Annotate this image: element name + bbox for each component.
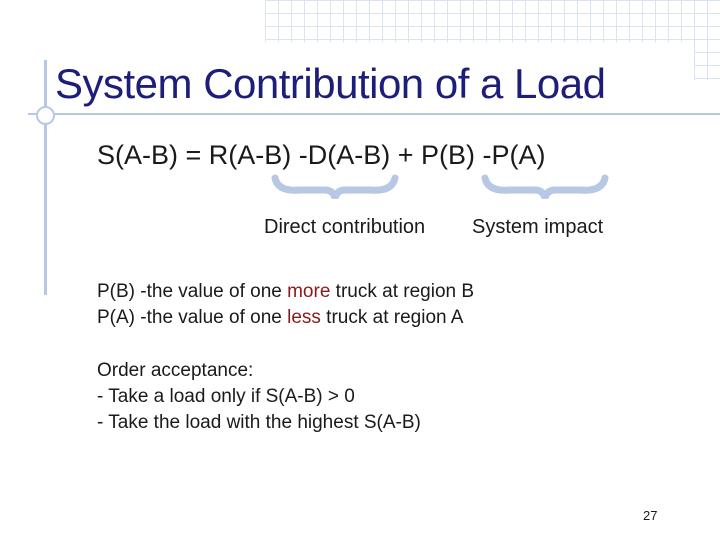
- definition-suffix: truck at region A: [320, 307, 464, 328]
- header-grid-decoration: [265, 0, 720, 42]
- equation: S(A-B) = R(A-B) -D(A-B) + P(B) -P(A): [97, 140, 546, 170]
- definition-emphasis: less: [287, 307, 321, 328]
- order-rule-item: - Take the load with the highest S(A-B): [97, 412, 421, 433]
- brace-label-direct-contribution: Direct contribution: [264, 216, 426, 238]
- definition-emphasis: more: [287, 281, 331, 302]
- brace-label-system-impact: System impact: [472, 216, 604, 238]
- definition-suffix: truck at region B: [330, 281, 475, 302]
- definition-line-pa: [97, 305, 463, 331]
- order-rule-item: - Take a load only if S(A-B) > 0: [97, 386, 355, 407]
- page-number: 27: [643, 508, 658, 523]
- brace-direct-contribution: [270, 170, 400, 202]
- definition-prefix: P(A) -the value of one: [97, 307, 288, 328]
- definition-line-pb: [97, 279, 474, 305]
- title-underline-rule: [28, 113, 720, 115]
- brace-system-impact: [480, 170, 610, 202]
- order-acceptance-heading: Order acceptance:: [97, 360, 254, 381]
- definition-prefix: P(B) -the value of one: [97, 281, 288, 302]
- corner-grid-decoration: [694, 0, 720, 80]
- crosshair-decoration: [36, 106, 55, 125]
- vertical-accent-bar: [44, 60, 47, 295]
- slide-title: System Contribution of a Load: [55, 60, 606, 107]
